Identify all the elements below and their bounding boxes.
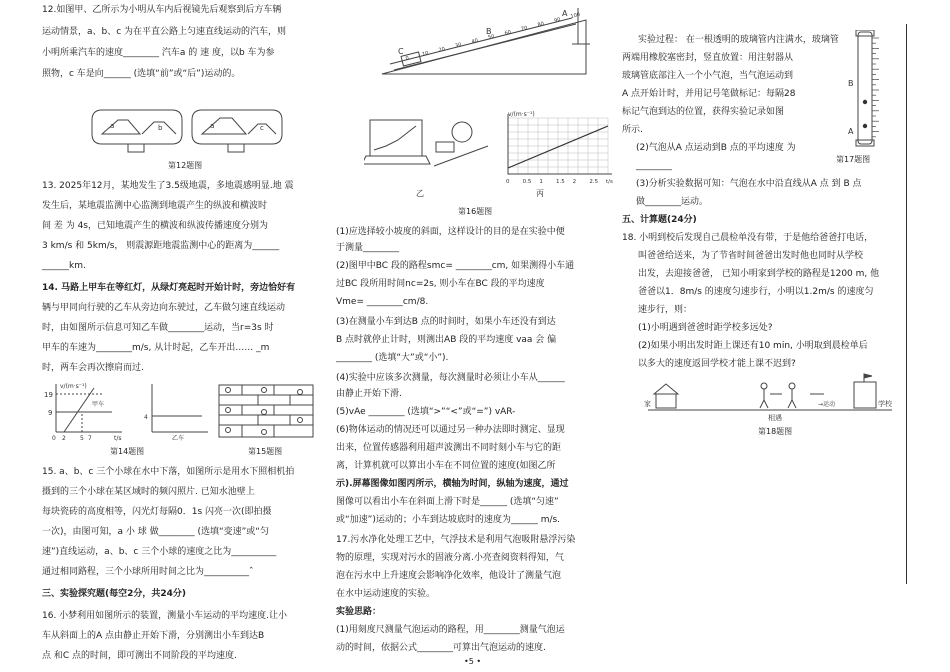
q17c-line: ________ xyxy=(636,161,672,171)
fig18-home: 家 xyxy=(644,400,651,408)
figure-14-caption: 第14题图 xyxy=(110,447,145,456)
figure-16-incline xyxy=(376,4,596,90)
q17-line: 实验思路： xyxy=(336,607,382,617)
figure-12-caption: 第12题图 xyxy=(168,161,203,170)
figure-17-caption: 第17题图 xyxy=(836,155,871,164)
figure-18-caption: 第18题图 xyxy=(758,427,793,436)
figure-16-caption: 第16题图 xyxy=(458,207,493,216)
fig14-label-jia: 甲车 xyxy=(92,401,105,408)
q13-line: 13. 2025年12月，某地发生了3.5级地震，多地震感明显.地 震 xyxy=(42,181,294,191)
vt-grid xyxy=(508,114,612,174)
q12-line: 运动情景，a、b、c 为在平直公路上匀速直线运动的汽车，则 xyxy=(42,27,287,37)
q18-line: 速步行，则： xyxy=(638,305,693,315)
q18-line: 18. 小明到校后发现自己晨检单没有带，于是他给爸爸打电话， xyxy=(622,233,874,243)
fig14-xtick: 5 xyxy=(80,435,84,442)
q16-part-line: (2)图甲中BC 段的路程smc= ________cm, 如果测得小车通 xyxy=(336,261,575,271)
q15-line: 通过相同路程，三个小球所用时间之比为__________ˆ xyxy=(42,567,254,577)
figure-15-tiles xyxy=(218,384,314,438)
q16-line: 点 和C 点的时间，即可测出不同阶段的平均速度. xyxy=(42,651,237,661)
q12-line: 12.如图甲、乙所示为小明从车内后视镜先后观察到后方车辆 xyxy=(42,5,282,15)
fig16-label-bing: 丙 xyxy=(536,189,544,198)
q15-line: 速”)直线运动，a、b、c 三个小球的速度之比为__________ xyxy=(42,547,277,557)
q12-line: 小明所乘汽车的速度________ 汽车a 的 速 度，以b 车为参 xyxy=(42,48,275,58)
figure-14-graphs xyxy=(42,380,212,442)
vt-xtick-label: 0.5 xyxy=(522,179,532,185)
fig14-xtick: t/s xyxy=(114,435,122,442)
q16-part-line: 出来，位置传感器利用超声波测出不同时刻小车与它的距 xyxy=(336,443,562,453)
q16-part-line: 或“加速”)运动的；小车到达坡底时的速度为______ m/s. xyxy=(336,515,561,525)
q16-part-line: 于测量________ xyxy=(336,243,400,253)
fig14-xtick: 2 xyxy=(62,435,66,442)
q16-part-line: B 点时就停止计时，则测出AB 段的平均速度 vaa 会 偏 xyxy=(336,335,557,345)
figure-16-sensor xyxy=(364,116,492,182)
svg-text:c: c xyxy=(260,124,264,132)
vt-xticks xyxy=(506,179,613,185)
q13-line: 3 km/s 和 5km/s， 则震源距地震监测中心的距离为______ xyxy=(42,241,280,251)
q16-part-line: (3)在测量小车到达B 点的时间时，如果小车还没有到达 xyxy=(336,317,556,327)
q16-part-line: 离，计算机就可以算出小车在不同位置的速度(如图乙所 xyxy=(336,461,556,471)
q17c-line: 标记气泡到达的位置，获得实验记录如图 xyxy=(622,107,785,117)
q14-line: 辆与甲同向行驶的乙车从旁边向东驶过，乙车做匀速直线运动 xyxy=(42,303,286,313)
ruler-tick-label: 60 xyxy=(504,29,512,37)
vt-xtick-label: 0 xyxy=(506,179,510,185)
page-number: •5 • xyxy=(464,657,482,666)
q17-line: 动的时间，依据公式________可算出气泡运动的速度. xyxy=(336,643,546,653)
q16-part-line: 示).屏幕图像如图丙所示，横轴为时间，纵轴为速度，通过 xyxy=(336,479,569,489)
ruler-tick-label: 30 xyxy=(454,41,463,50)
figure-18-meeting xyxy=(642,372,902,422)
q14-line: 时，两车会再次擦肩而过. xyxy=(42,363,144,373)
q17c-line: 做________运动。 xyxy=(636,197,709,207)
svg-text:C: C xyxy=(398,47,404,56)
q18-line: 出发，去迎接爸爸， 已知小明家到学校的路程是1200 m, 他 xyxy=(638,269,880,279)
q16-part-line: (5)vAe ________ (选填“>”“<”或“=”) vAR- xyxy=(336,407,516,417)
ruler-tick-label: 20 xyxy=(438,46,446,54)
fig14-label-yi: 乙车 xyxy=(172,435,185,442)
fig14-xtick: 0 xyxy=(52,435,56,442)
q16-part-line: 图像可以看出小车在斜面上滑下时是______ (选填“匀速” xyxy=(336,497,559,507)
vt-xtick-label: 1.5 xyxy=(556,179,565,185)
tube-marks xyxy=(872,38,879,137)
fig18-arrow-label: →运动 xyxy=(818,401,836,408)
fig14-ytick: 19 xyxy=(44,391,53,399)
ruler-tick-label: 70 xyxy=(520,25,529,33)
q17c-line: A 点开始计时，并用记号笔做标记：每隔28 xyxy=(622,89,796,99)
q16-part-line: 过BC 段所用时间nc=2s, 则小车在BC 段的平均速度 xyxy=(336,279,545,289)
q17c-line: 实验过程： 在一根透明的玻璃管内注满水，玻璃管 xyxy=(638,35,839,45)
fig14-ytick: 9 xyxy=(48,409,53,417)
q17-line: 泡在污水中上升速度会影响净化效率，他设计了测量气泡 xyxy=(336,571,562,581)
vt-axes xyxy=(508,114,612,174)
vt-xtick-label: 2 xyxy=(572,179,577,185)
q15-line: 摄到的三个小球在某区域时的频闪照片. 已知水池壁上 xyxy=(42,487,255,497)
q18-line: 以多大的速度返回学校才能上课不迟到? xyxy=(638,359,796,369)
q16-line: 16. 小梦利用如图所示的装置，测量小车运动的平均速度.让小 xyxy=(42,611,288,621)
right-border-line xyxy=(906,24,907,584)
fig16-ruler-ticks xyxy=(405,12,581,62)
vt-xtick-label: 2.5 xyxy=(589,179,599,185)
svg-text:A: A xyxy=(562,9,568,18)
figure-16-vt-chart xyxy=(496,108,616,186)
q16-part-line: 由静止开始下滑. xyxy=(336,389,402,399)
q17c-line: (3)分析实验数据可知：气泡在水中沿直线从A 点 到 B 点 xyxy=(636,179,862,189)
q16-part-line: (1)应选择较小坡度的斜面，这样设计的目的是在实验中便 xyxy=(336,227,565,237)
figure-17-tube xyxy=(844,30,892,150)
q14-line: 时，由如图所示信息可知乙车做________运动，当r=3s 时 xyxy=(42,323,274,333)
q13-line: ______km. xyxy=(42,261,86,271)
figure-12-mirrors xyxy=(88,106,288,154)
q18-line: 叫爸爸给送来，为了节省时间爸爸出发时他也同时从学校 xyxy=(638,251,864,261)
fig18-school: 学校 xyxy=(878,400,892,408)
ruler-tick-label: 40 xyxy=(471,37,479,46)
section-5-heading: 五、计算题(24分) xyxy=(622,215,697,225)
vt-y-label: v/(m·s⁻¹) xyxy=(508,111,535,118)
fig16-label-yi: 乙 xyxy=(416,189,424,198)
ruler-tick-label: 80 xyxy=(537,20,545,29)
q17-line: (1)用刻度尺测量气泡运动的路程，用________测量气泡运 xyxy=(336,625,565,635)
fig17-label-b: B xyxy=(848,79,854,88)
q18-line: (2)如果小明出发时距上课还有10 min, 小明取到晨检单后 xyxy=(638,341,868,351)
vt-xtick-label: 1 xyxy=(539,179,543,185)
q15-line: 一次)，由图可知，a 小 球 做________ (选填“变速”或“匀 xyxy=(42,527,269,537)
q13-line: 发生后，某地震监测中心监测到地震产生的纵波和横波时 xyxy=(42,201,268,211)
fig14-y-label: v/(m·s⁻¹) xyxy=(60,383,87,390)
figure-15-caption: 第15题图 xyxy=(248,447,283,456)
svg-text:a: a xyxy=(110,122,115,130)
ruler-tick-label: 50 xyxy=(487,33,496,41)
q14-line: 甲车的车速为________m/s, 从计时起，乙车开出…… _m xyxy=(42,343,270,353)
ruler-tick-label: 0 xyxy=(405,55,410,62)
fig17-label-a: A xyxy=(848,127,854,136)
ruler-tick-label: 90 xyxy=(553,16,562,25)
vt-xtick-label: t/s xyxy=(606,179,613,185)
q17c-line: 所示. xyxy=(622,125,643,135)
q15-line: 15. a、b、c 三个小球在水中下落，如图所示是用水下照相机拍 xyxy=(42,467,295,477)
fig18-meet: 相遇 xyxy=(768,414,782,422)
section-3-heading: 三、实验探究题(每空2分，共24分) xyxy=(42,589,187,599)
q16-part-line: ________ (选填“大”或“小”). xyxy=(336,353,449,363)
q14-line: 14. 马路上甲车在等红灯，从绿灯亮起时开始计时，旁边恰好有 xyxy=(42,283,296,293)
svg-text:b: b xyxy=(158,124,163,132)
q17c-line: 玻璃管底部注入一个小气泡，当气泡运动到 xyxy=(622,71,794,81)
svg-text:a: a xyxy=(210,122,215,130)
fig14-ytick-yi: 4 xyxy=(144,414,148,421)
q17-line: 在水中运动速度的实验。 xyxy=(336,589,436,599)
fig14-xtick: 7 xyxy=(88,435,92,442)
q16-part-line: (6)物体运动的情况还可以通过另一种办法即时测定、显现 xyxy=(336,425,565,435)
q15-line: 每块瓷砖的高度相等，闪光灯每隔0．1s 闪亮一次(即拍摄 xyxy=(42,507,272,517)
q16-part-line: (4)实验中应该多次测量，每次测量时必须让小车从______ xyxy=(336,373,565,383)
q13-line: 间 差 为 4s，已知地震产生的横波和纵波传播速度分别为 xyxy=(42,221,268,231)
ruler-tick-label: 10 xyxy=(421,50,430,58)
q16-part-line: Vme= ________cm/8. xyxy=(336,297,429,307)
q17-line: 物的原理，实现对污水的固液分离.小亮查阅资料得知，气 xyxy=(336,553,564,563)
q17-line: 17.污水净化处理工艺中，气浮技术是利用气泡吸附悬浮污染 xyxy=(336,535,576,545)
svg-text:B: B xyxy=(486,27,492,36)
q18-line: (1)小明遇到爸爸时距学校多远处? xyxy=(638,323,773,333)
q16-line: 车从斜面上的A 点由静止开始下滑，分别测出小车到达B xyxy=(42,631,265,641)
q12-line: 照物，c 车是向______ (选填“前”或“后”)运动的。 xyxy=(42,69,241,79)
q18-line: 爸爸以1．8m/s 的速度匀速步行，小明以1.2m/s 的速度匀 xyxy=(638,287,874,297)
q17c-line: 两端用橡胶塞密封，竖直放置：用注射器从 xyxy=(622,53,794,63)
q17c-line: (2)气泡从A 点运动到B 点的平均速度 为 xyxy=(636,143,796,153)
ruler-tick-label: 100 xyxy=(570,11,581,20)
